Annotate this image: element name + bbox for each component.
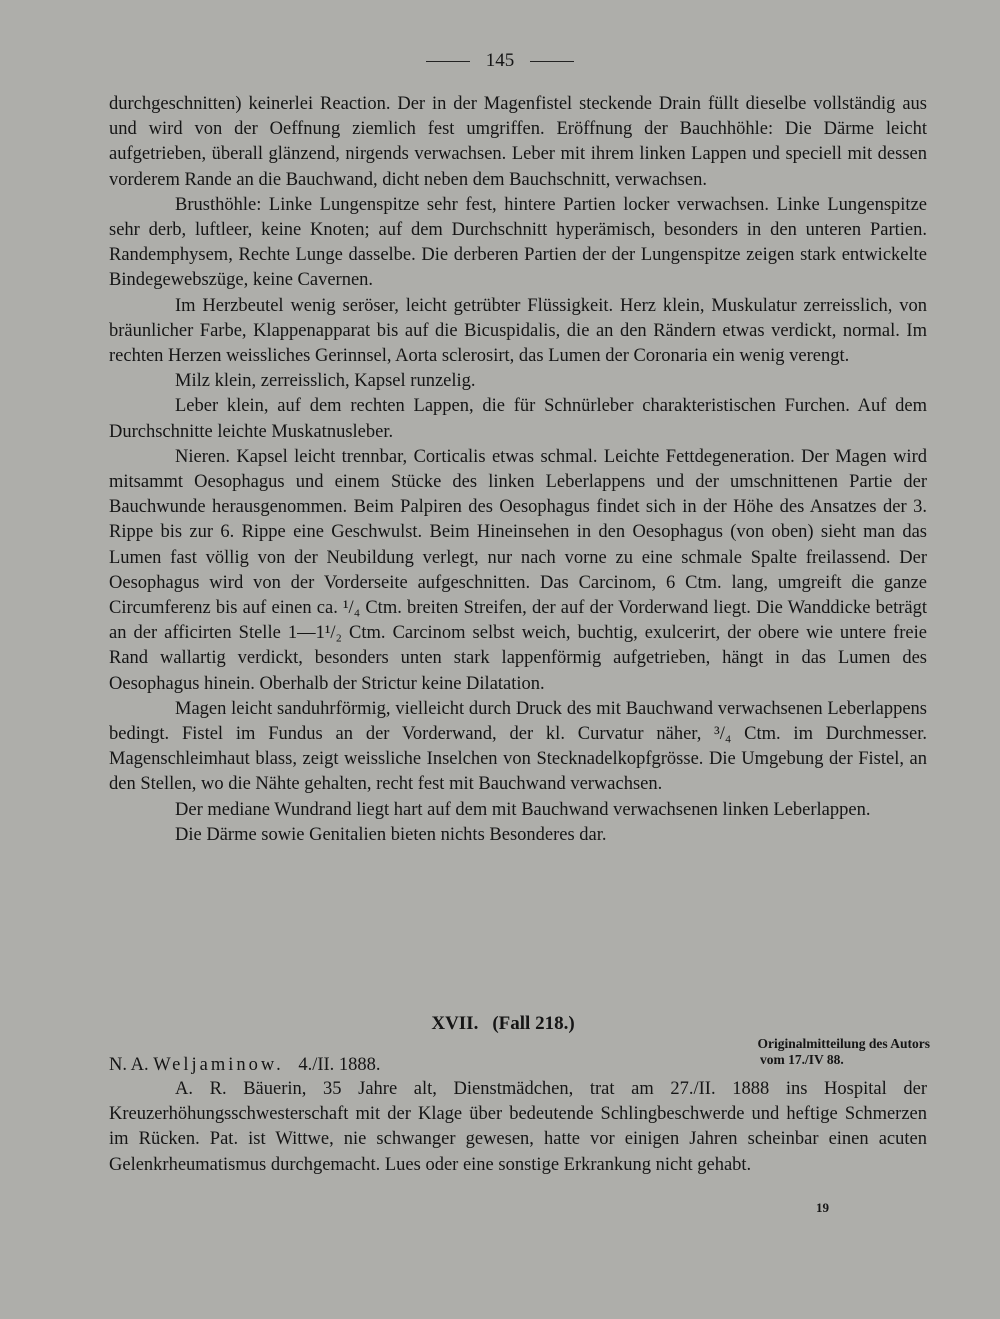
author-name: Weljaminow. (153, 1055, 284, 1075)
case-paragraph: A. R. Bäuerin, 35 Jahre alt, Dienstmädchen, trat am 27./II. 1888 ins Hospital der Kreuzerhöhungsschwesterschaft mit der Klage über bedeutende Schlingbeschwerde und heftige Schmerzen im Rücken. Pat. ist Wittwe, nie schwanger gewesen, hatte vor einigen Jahren scheinbar einen acuten Gelenkrheumatismus durchgemacht. Lues oder eine sonstige Erkrankung nicht gehabt. (109, 1079, 927, 1175)
header-rule-right (530, 61, 574, 62)
source-note (700, 1036, 930, 1068)
paragraph-daerme: Die Därme sowie Genitalien bieten nichts Besonderes dar. (175, 824, 607, 845)
paragraph-bauchhoehle: durchgeschnitten) keinerlei Reaction. Der in der Magenfistel steckende Drain füllt dieselbe vollständig aus und wird von der Oeffnung ziemlich fest umgriffen. Eröffnung der Bauchhöhle: Die Därme leicht aufgetrieben, überall glänzend, nirgends verwachsen. Leber mit ihrem linken Lappen und speciell mit dessen vorderem Rande an die Bauchwand, dicht neben dem Bauchschnitt, verwachsen. (109, 94, 927, 190)
paragraph-milz: Milz klein, zerreisslich, Kapsel runzelig. (175, 371, 476, 392)
signature-mark: 19 (816, 1200, 829, 1215)
case-description (109, 1077, 927, 1178)
page-number: 145 (485, 50, 515, 71)
source-note-line-2: vom 17./IV 88. (760, 1052, 844, 1067)
page-header (0, 50, 1000, 72)
author-initials: N. A. (109, 1055, 149, 1075)
paragraph-nieren-oesophagus: Nieren. Kapsel leicht trennbar, Corticalis etwas schmal. Leichte Fettdegeneration. Der Magen wird mitsammt Oesophagus und einem Stücke des linken Leberlappens und der umschnittenen Partie der Bauchwunde herausgenommen. Beim Palpiren des Oesophagus findet sich in der Höhe des Ansatzes der 3. Rippe bis zur 6. Rippe eine Geschwulst. Beim Hineinsehen in den Oesophagus (von oben) sieht man das Lumen fast völlig von der Neubildung verlegt, nur nach vorne zu eine schmale Spalte freilassend. Der Oesophagus wird von der Vorderseite aufgeschnitten. Das Carcinom, 6 Ctm. lang, umgreift die ganze Circumferenz bis auf einen ca. ¹/₄ Ctm. breiten Streifen, der auf der Vorderwand liegt. Die Wanddicke beträgt an der afficirten Stelle 1—1¹/₂ Ctm. Carcinom selbst weich, buchtig, exulcerirt, der obere wie untere freie Rand wallartig verdickt, besonders unten stark lappenförmig aufgetrieben, hängt in das Lumen des Oesophagus hinein. Oberhalb der Strictur keine Dilatation. (109, 446, 927, 694)
paragraph-magen: Magen leicht sanduhrförmig, vielleicht durch Druck des mit Bauchwand verwachsenen Leberlappens bedingt. Fistel im Fundus an der Vorderwand, der kl. Curvatur näher, ³/₄ Ctm. im Durchmesser. Magenschleimhaut blass, zeigt weissliche Inselchen von Stecknadelkopfgrösse. Die Umgebung der Fistel, an den Stellen, wo die Nähte gehalten, recht fest mit Bauchwand verwachsen. (109, 698, 927, 795)
section-heading (0, 1012, 1000, 1036)
paragraph-leber: Leber klein, auf dem rechten Lappen, die für Schnürleber charakteristischen Furchen. Auf dem Durchschnitte leichte Muskatnusleber. (109, 396, 927, 442)
paragraph-herzbeutel: Im Herzbeutel wenig seröser, leicht getrübter Flüssigkeit. Herz klein, Muskulatur zerreisslich, von bräunlicher Farbe, Klappenapparat bis auf die Bicuspidalis, die an den Rändern etwas verdickt, normal. Im rechten Herzen weissliches Gerinnsel, Aorta sclerosirt, das Lumen der Coronaria ein wenig verengt. (109, 295, 927, 367)
autopsy-findings (109, 92, 927, 848)
case-number: (Fall 218.) (492, 1013, 575, 1034)
author-line (109, 1053, 381, 1078)
paragraph-brusthoehle: Brusthöhle: Linke Lungenspitze sehr fest, hintere Partien locker verwachsen. Linke Lungenspitze sehr derb, luftleer, keine Knoten; auf dem Durchschnitt hyperämisch, besonders in den unteren Partien. Randemphysem, Rechte Lunge dasselbe. Die derberen Partien der der Lungenspitze zeigen stark entwickelte Bindegewebszüge, keine Cavernen. (109, 194, 927, 291)
paragraph-wundrand: Der mediane Wundrand liegt hart auf dem mit Bauchwand verwachsenen linken Leberlappen. (175, 799, 871, 820)
header-rule-left (426, 61, 470, 62)
section-numeral: XVII. (431, 1013, 479, 1034)
author-date: 4./II. 1888. (298, 1055, 381, 1075)
source-note-line-1: Originalmitteilung des Autors (757, 1036, 930, 1051)
